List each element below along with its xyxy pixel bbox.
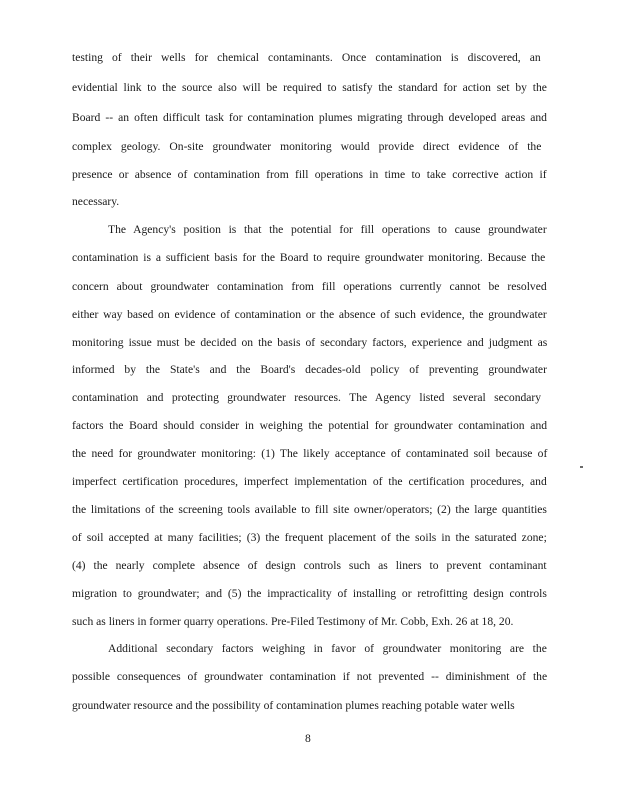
text-line: Additional secondary factors weighing in favor of groundwater monitoring are the (108, 642, 547, 655)
text-line: Board -- an often difficult task for contamination plumes migrating through developed areas and (72, 111, 547, 124)
text-line: of soil accepted at many facilities; (3) the frequent placement of the soils in the saturated zone; (72, 531, 547, 544)
text-line: informed by the State's and the Board's decades-old policy of preventing groundwater (72, 363, 547, 376)
text-line: contamination is a sufficient basis for the Board to require groundwater monitoring. Because the (72, 251, 546, 264)
text-line: either way based on evidence of contamination or the absence of such evidence, the groundwater (72, 308, 547, 321)
text-line: necessary. (72, 195, 120, 208)
text-line: the limitations of the screening tools available to fill site owner/operators; (2) the large quantities (72, 503, 547, 516)
text-line: possible consequences of groundwater contamination if not prevented -- diminishment of the (72, 670, 548, 683)
scan-speck (580, 466, 583, 468)
text-line: monitoring issue must be decided on the basis of secondary factors, experience and judgment as (72, 336, 548, 349)
text-line: factors the Board should consider in weighing the potential for groundwater contamination and (72, 419, 548, 432)
text-line: complex geology. On-site groundwater monitoring would provide direct evidence of the (72, 140, 542, 153)
text-line: groundwater resource and the possibility of contamination plumes reaching potable water wells (72, 699, 515, 712)
text-line: migration to groundwater; and (5) the impracticality of installing or retrofitting design controls (72, 587, 547, 600)
text-line: evidential link to the source also will be required to satisfy the standard for action set by the (72, 81, 547, 94)
text-line: imperfect certification procedures, imperfect implementation of the certification procedures, and (72, 475, 547, 488)
text-line: The Agency's position is that the potential for fill operations to cause groundwater (108, 223, 547, 236)
text-line: (4) the nearly complete absence of design controls such as liners to prevent contaminant (72, 559, 547, 572)
text-line: such as liners in former quarry operations. Pre-Filed Testimony of Mr. Cobb, Exh. 26 at 18, 20. (72, 615, 514, 628)
text-line: contamination and protecting groundwater resources. The Agency listed several secondary (72, 391, 542, 404)
text-line: concern about groundwater contamination from fill operations currently cannot be resolved (72, 280, 547, 293)
text-line: the need for groundwater monitoring: (1) The likely acceptance of contaminated soil because of (72, 447, 548, 460)
text-line: testing of their wells for chemical contaminants. Once contamination is discovered, an (72, 51, 541, 64)
page-number: 8 (305, 732, 311, 745)
text-line: presence or absence of contamination from fill operations in time to take corrective action if (72, 168, 547, 181)
